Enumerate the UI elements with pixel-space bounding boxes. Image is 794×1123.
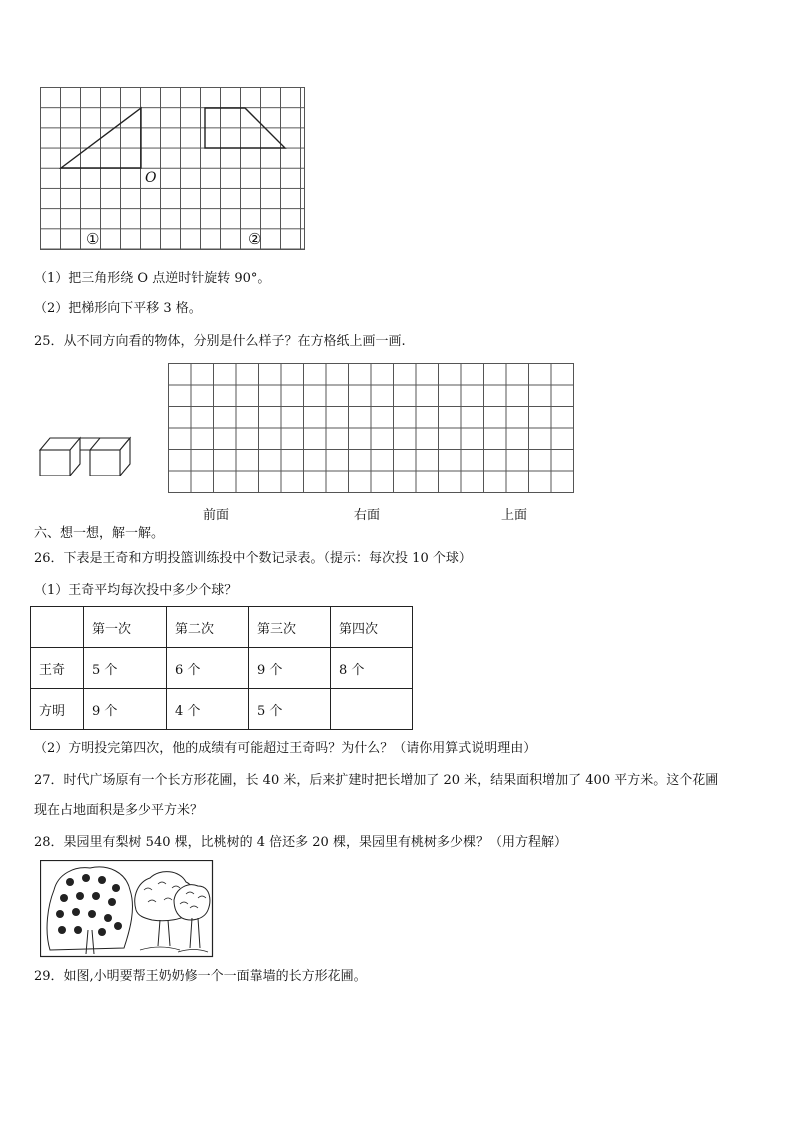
q26-sub1: （1）王奇平均每次投中多少个球？ [34,583,238,598]
section6-title: 六、想一想，解一解。 [34,526,165,541]
table-cell: 5 个 [84,648,167,689]
q26-sub2: （2）方明投完第四次，他的成绩有可能超过王奇吗？为什么？（请你用算式说明理由） [34,741,537,756]
trapezoid-shape [205,108,285,148]
table-header: 第一次 [84,607,167,648]
table-row [31,648,413,689]
table-cell: 8 个 [331,648,413,689]
view-front-label: 前面 [203,508,230,523]
shape2-label: ② [248,230,262,248]
score-table [30,606,413,730]
table-cell: 王奇 [31,648,84,689]
table-header: 第四次 [331,607,413,648]
view-top-label: 上面 [501,508,528,523]
grid-shapes [40,87,306,251]
q26-text: 26．下表是王奇和方明投篮训练投中个数记录表。（提示：每次投 10 个球） [34,551,472,566]
table-cell: 5 个 [249,689,331,730]
q24-sub2: （2）把梯形向下平移 3 格。 [34,301,202,316]
cube-object [38,432,138,476]
drawing-grid [168,363,574,493]
table-cell: 4 个 [167,689,249,730]
table-cell [31,607,84,648]
table-row [31,607,413,648]
q25-text: 25．从不同方向看的物体，分别是什么样子？在方格纸上画一画. [34,334,406,349]
q27-line2: 现在占地面积是多少平方米？ [34,803,204,818]
q28-text: 28．果园里有梨树 540 棵，比桃树的 4 倍还多 20 棵，果园里有桃树多少棵？（用方程解） [34,835,567,850]
q27-line1: 27．时代广场原有一个长方形花圃，长 40 米，后来扩建时把长增加了 20 米，结果面积增加了 400 平方米。这个花圃 [34,773,719,788]
table-cell [331,689,413,730]
point-o-label: O [145,170,157,186]
view-right-label: 右面 [354,508,381,523]
table-header: 第二次 [167,607,249,648]
table-cell: 9 个 [84,689,167,730]
table-row [31,689,413,730]
orchard-illustration [40,860,214,958]
table-cell: 方明 [31,689,84,730]
q24-sub1: （1）把三角形绕 O 点逆时针旋转 90°。 [34,271,271,286]
table-cell: 6 个 [167,648,249,689]
table-header: 第三次 [249,607,331,648]
triangle-shape [61,108,141,168]
q29-text: 29．如图,小明要帮王奶奶修一个一面靠墙的长方形花圃。 [34,969,367,984]
table-cell: 9 个 [249,648,331,689]
shape1-label: ① [86,230,100,248]
